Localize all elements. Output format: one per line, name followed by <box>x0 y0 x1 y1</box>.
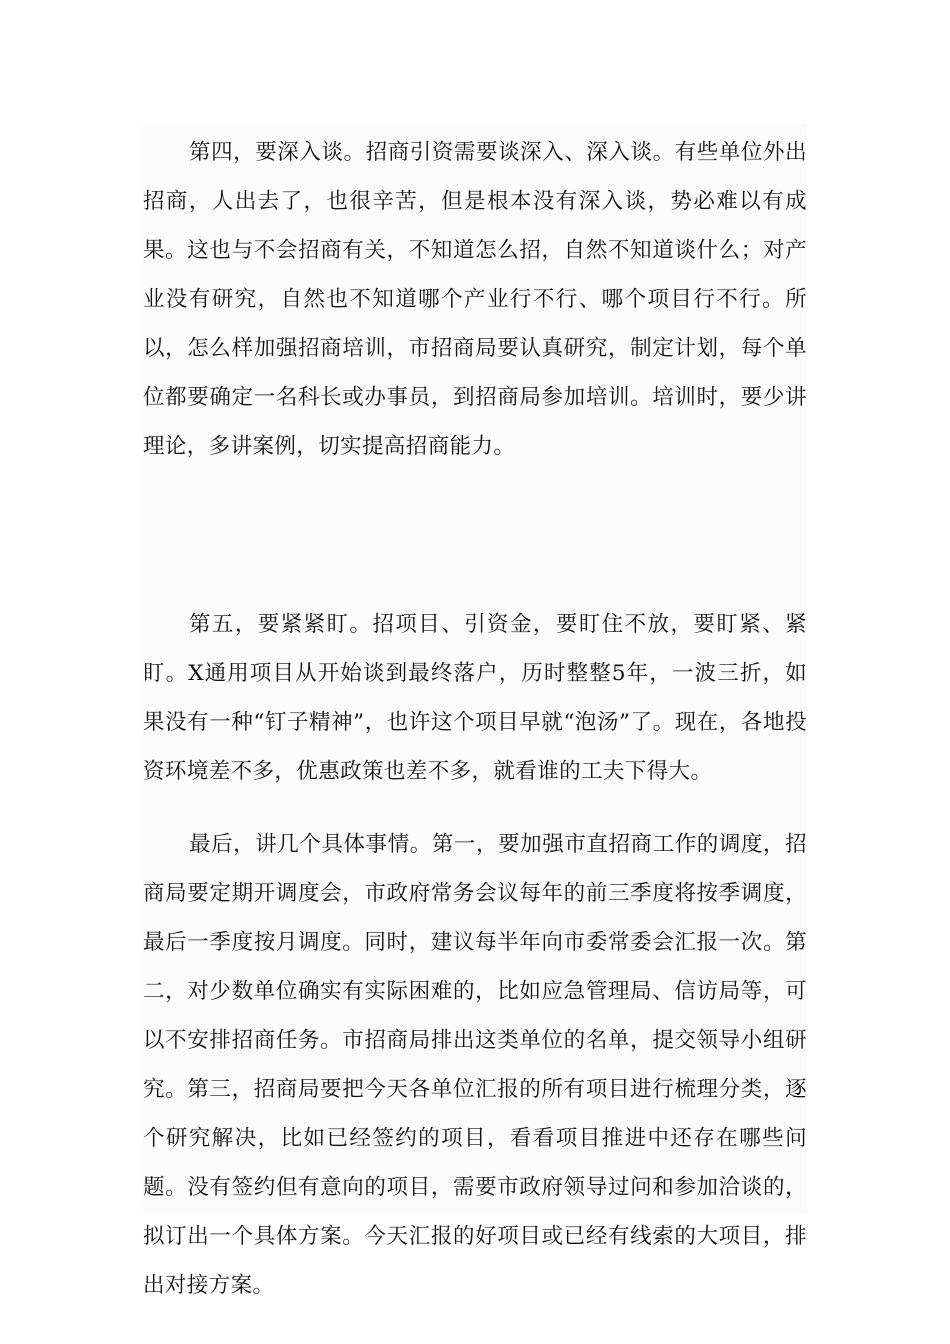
paragraph-fourth-point: 第四，要深入谈。招商引资需要谈深入、深入谈。有些单位外出招商，人出去了，也很辛苦，但是根本没有深入谈，势必难以有成果。这也与不会招商有关，不知道怎么招，自然不知道谈什么；对产业没有研究，自然也不知道哪个产业行不行、哪个项目行不行。所以，怎么样加强招商培训，市招商局要认真研究，制定计划，每个单位都要确定一名科长或办事员，到招商局参加培训。培训时，要少讲理论，多讲案例，切实提高招商能力。 <box>143 140 807 459</box>
paragraph-fifth-point: 第五，要紧紧盯。招项目、引资金，要盯住不放，要盯紧、紧盯。X通用项目从开始谈到最终落户，历时整整5年，一波三折，如果没有一种“钉子精神”，也许这个项目早就“泡汤”了。现在，各地投资环境差不多，优惠政策也差不多，就看谁的工夫下得大。 <box>143 612 807 784</box>
text-block <box>143 124 807 1298</box>
paragraph-final-matters: 最后，讲几个具体事情。第一，要加强市直招商工作的调度，招商局要定期开调度会，市政府常务会议每年的前三季度将按季调度，最后一季度按月调度。同时，建议每半年向市委常委会汇报一次。第二，对少数单位确实有实际困难的，比如应急管理局、信访局等，可以不安排招商任务。市招商局排出这类单位的名单，提交领导小组研究。第三，招商局要把今天各单位汇报的所有项目进行梳理分类，逐个研究解决，比如已经签约的项目，看看项目推进中还存在哪些问题。没有签约但有意向的项目，需要市政府领导过问和参加洽谈的，拟订出一个具体方案。今天汇报的好项目或已经有线索的大项目，排出对接方案。 <box>143 832 807 1298</box>
